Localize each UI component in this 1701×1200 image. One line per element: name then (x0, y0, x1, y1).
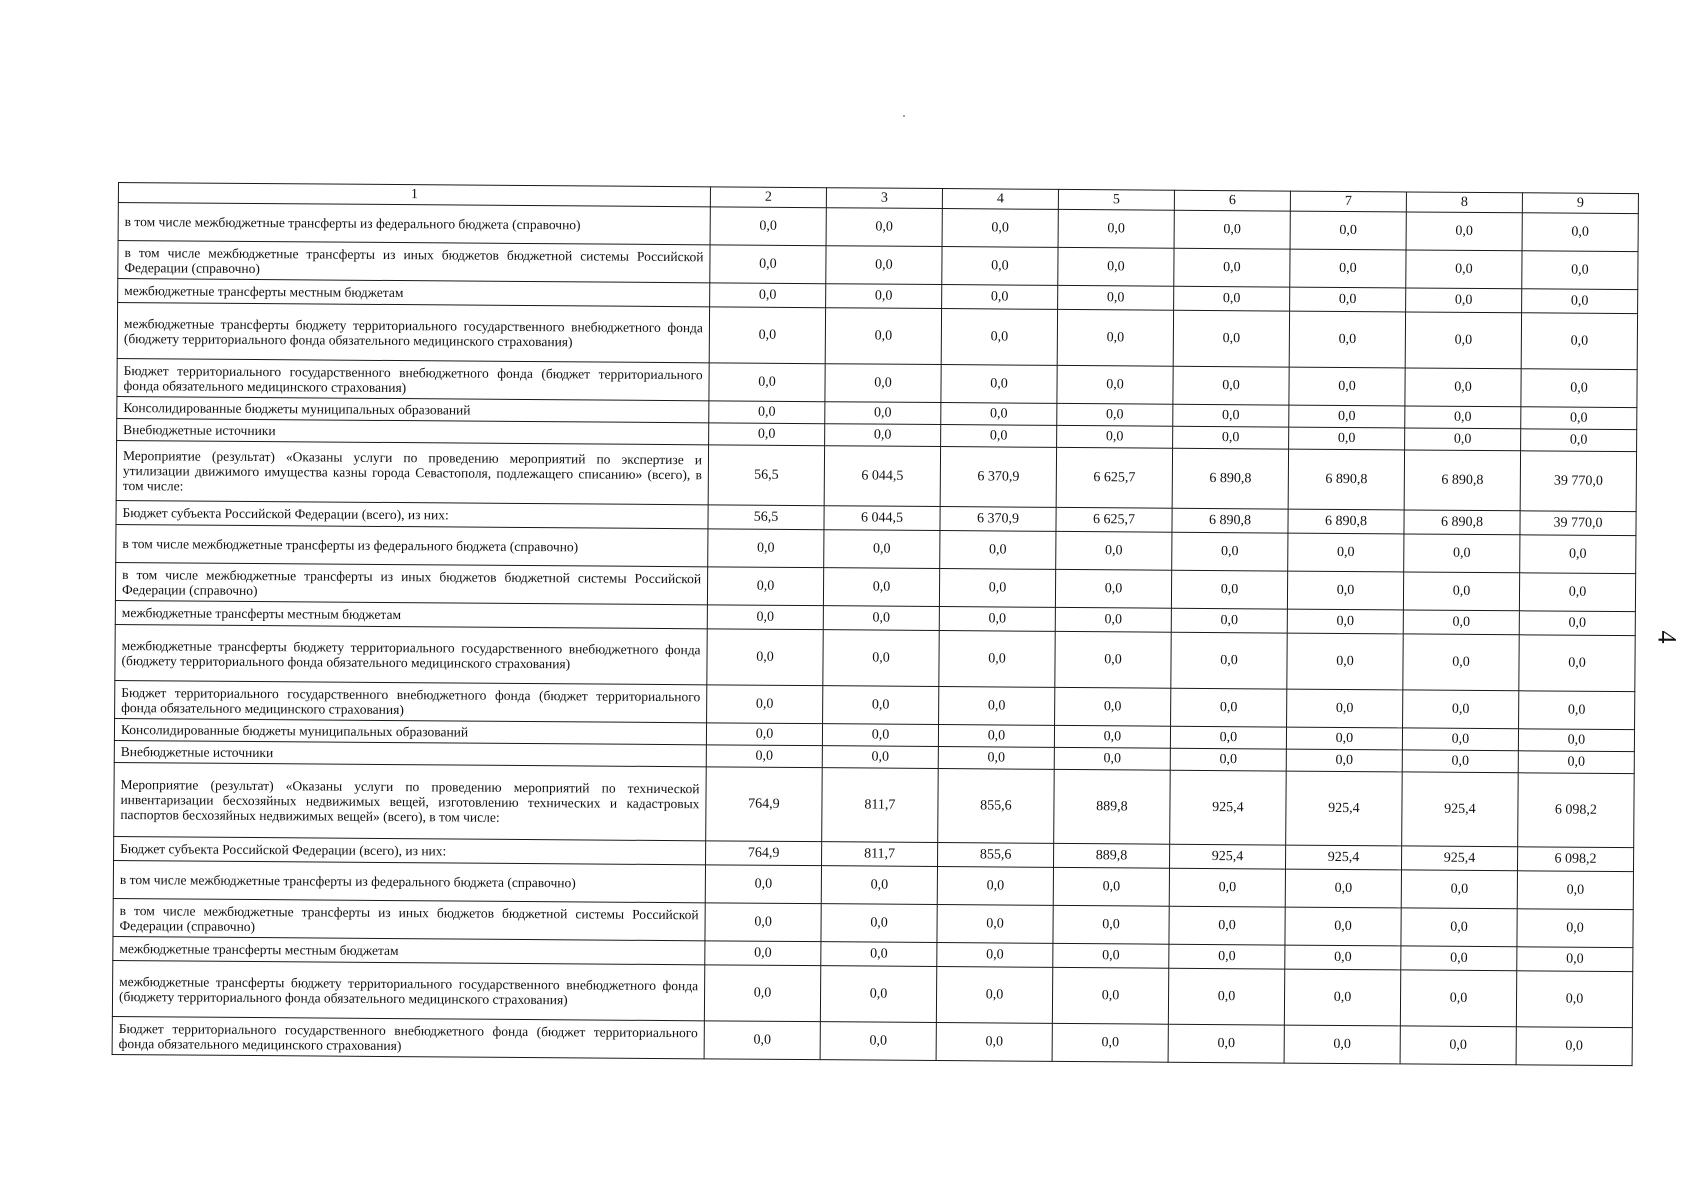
value-cell: 6 370,9 (940, 507, 1056, 532)
value-cell: 0,0 (826, 246, 942, 285)
value-cell: 0,0 (939, 607, 1055, 632)
value-cell: 925,4 (1401, 846, 1517, 871)
value-cell: 0,0 (942, 247, 1058, 286)
row-label: Бюджет территориального государственного внебюджетного фонда (бюджет территориального фонда обязательного медицинского страхования) (115, 680, 707, 722)
row-label: Консолидированные бюджеты муниципальных образований (114, 718, 706, 744)
value-cell: 925,4 (1169, 844, 1285, 869)
value-cell: 925,4 (1285, 845, 1401, 870)
value-cell: 0,0 (941, 309, 1057, 366)
value-cell: 0,0 (823, 568, 939, 607)
row-label: Внебюджетные источники (117, 418, 709, 444)
value-cell: 0,0 (709, 307, 825, 364)
value-cell: 0,0 (937, 943, 1053, 968)
row-label: Консолидированные бюджеты муниципальных образований (117, 396, 709, 422)
value-cell: 0,0 (1289, 311, 1405, 368)
value-cell: 0,0 (1522, 251, 1638, 290)
value-cell: 0,0 (1517, 909, 1633, 948)
value-cell: 0,0 (707, 567, 823, 606)
value-cell: 0,0 (1171, 632, 1287, 689)
value-cell: 925,4 (1170, 770, 1287, 845)
value-cell: 0,0 (825, 424, 941, 447)
value-cell: 0,0 (708, 529, 824, 568)
value-cell: 0,0 (1518, 729, 1634, 752)
value-cell: 0,0 (1052, 1023, 1168, 1062)
value-cell: 0,0 (1058, 247, 1174, 286)
value-cell: 0,0 (822, 724, 938, 747)
value-cell: 6 625,7 (1056, 507, 1172, 532)
value-cell: 0,0 (826, 284, 942, 309)
value-cell: 0,0 (1171, 688, 1287, 727)
value-cell: 0,0 (1290, 211, 1406, 250)
value-cell: 0,0 (1173, 310, 1289, 367)
value-cell: 0,0 (1517, 871, 1633, 910)
value-cell: 0,0 (1055, 687, 1171, 726)
value-cell: 6 625,7 (1056, 447, 1172, 508)
value-cell: 0,0 (1054, 747, 1170, 770)
value-cell: 0,0 (939, 631, 1055, 688)
row-label: в том числе межбюджетные трансферты из федерального бюджета (справочно) (113, 860, 705, 902)
value-cell: 0,0 (1057, 365, 1173, 404)
header-cell: 3 (826, 188, 942, 209)
value-cell: 0,0 (1170, 748, 1286, 771)
value-cell: 0,0 (1286, 749, 1402, 772)
row-label: в том числе межбюджетные трансферты из иных бюджетов бюджетной системы Российской Федерации (справочно) (118, 241, 710, 283)
value-cell: 0,0 (937, 905, 1053, 944)
value-cell: 0,0 (1052, 967, 1168, 1024)
value-cell: 0,0 (1289, 405, 1405, 428)
value-cell: 0,0 (1168, 968, 1284, 1025)
table-row (116, 440, 1636, 511)
value-cell: 0,0 (820, 966, 936, 1023)
value-cell: 0,0 (1285, 945, 1401, 970)
value-cell: 0,0 (1174, 286, 1290, 311)
value-cell: 0,0 (707, 685, 823, 724)
value-cell: 6 098,2 (1518, 773, 1635, 848)
value-cell: 0,0 (1169, 906, 1285, 945)
value-cell: 0,0 (1403, 690, 1519, 729)
value-cell: 6 890,8 (1288, 449, 1404, 510)
value-cell: 0,0 (1519, 635, 1635, 692)
row-label: межбюджетные трансферты местным бюджетам (115, 600, 707, 628)
value-cell: 6 890,8 (1172, 448, 1288, 509)
value-cell: 0,0 (942, 285, 1058, 310)
value-cell: 0,0 (938, 725, 1054, 748)
value-cell: 0,0 (1521, 369, 1637, 408)
value-cell: 0,0 (1516, 971, 1632, 1028)
value-cell: 855,6 (938, 769, 1055, 844)
value-cell: 0,0 (826, 208, 942, 247)
value-cell: 6 890,8 (1404, 510, 1520, 535)
value-cell: 0,0 (941, 365, 1057, 404)
value-cell: 0,0 (825, 402, 941, 425)
value-cell: 0,0 (1290, 287, 1406, 312)
value-cell: 0,0 (705, 941, 821, 966)
table-row (114, 762, 1635, 847)
value-cell: 0,0 (824, 530, 940, 569)
value-cell: 6 044,5 (824, 506, 940, 531)
header-cell: 4 (942, 189, 1058, 210)
value-cell: 0,0 (1401, 908, 1517, 947)
value-cell: 0,0 (1172, 532, 1288, 571)
value-cell: 0,0 (1289, 367, 1405, 406)
value-cell: 0,0 (704, 1021, 820, 1060)
value-cell: 0,0 (1169, 868, 1285, 907)
row-label: Бюджет субъекта Российской Федерации (всего), из них: (114, 836, 706, 864)
value-cell: 0,0 (1401, 870, 1517, 909)
value-cell: 0,0 (1053, 867, 1169, 906)
value-cell: 6 890,8 (1288, 509, 1404, 534)
value-cell: 39 770,0 (1520, 511, 1636, 536)
value-cell: 0,0 (1286, 727, 1402, 750)
value-cell: 0,0 (1517, 947, 1633, 972)
table-body (112, 183, 1638, 1066)
row-label: межбюджетные трансферты местным бюджетам (113, 936, 705, 964)
value-cell: 0,0 (1054, 725, 1170, 748)
row-label: межбюджетные трансферты бюджету территориального государственного внебюджетного фонда (бюджету территориального фонда обязательного медицинского страхования) (112, 960, 704, 1020)
value-cell: 0,0 (1287, 633, 1403, 690)
value-cell: 0,0 (707, 629, 823, 686)
header-cell: 5 (1058, 189, 1174, 210)
value-cell: 0,0 (707, 605, 823, 630)
value-cell: 0,0 (1406, 212, 1522, 251)
value-cell: 0,0 (1170, 726, 1286, 749)
row-label: Внебюджетные источники (114, 740, 706, 766)
value-cell: 0,0 (1521, 429, 1637, 452)
value-cell: 0,0 (1404, 534, 1520, 573)
value-cell: 0,0 (1174, 210, 1290, 249)
value-cell: 0,0 (1055, 631, 1171, 688)
value-cell: 0,0 (1057, 309, 1173, 366)
value-cell: 0,0 (706, 723, 822, 746)
header-cell: 7 (1290, 191, 1406, 212)
value-cell: 0,0 (1173, 426, 1289, 449)
value-cell: 0,0 (1284, 1025, 1400, 1064)
value-cell: 0,0 (822, 746, 938, 769)
value-cell: 0,0 (1171, 608, 1287, 633)
value-cell: 0,0 (1285, 869, 1401, 908)
value-cell: 925,4 (1286, 771, 1403, 846)
header-cell: 2 (710, 187, 826, 208)
value-cell: 0,0 (1518, 751, 1634, 774)
value-cell: 0,0 (1284, 969, 1400, 1026)
value-cell: 0,0 (942, 209, 1058, 248)
value-cell: 0,0 (938, 747, 1054, 770)
row-label: в том числе межбюджетные трансферты из федерального бюджета (справочно) (116, 524, 708, 566)
value-cell: 0,0 (936, 1023, 1052, 1062)
value-cell: 0,0 (1405, 312, 1521, 369)
value-cell: 0,0 (1056, 531, 1172, 570)
value-cell: 0,0 (1403, 610, 1519, 635)
row-label: межбюджетные трансферты бюджету территориального государственного внебюджетного фонда (бюджету территориального фонда обязательного медицинского страхования) (117, 303, 709, 363)
value-cell: 0,0 (941, 403, 1057, 426)
value-cell: 0,0 (1168, 1024, 1284, 1063)
value-cell: 0,0 (940, 531, 1056, 570)
value-cell: 764,9 (706, 767, 823, 842)
value-cell: 0,0 (1053, 905, 1169, 944)
row-label: межбюджетные трансферты местным бюджетам (118, 279, 710, 307)
value-cell: 0,0 (936, 967, 1052, 1024)
budget-table-container (112, 182, 1638, 1066)
value-cell: 0,0 (1287, 571, 1403, 610)
value-cell: 0,0 (1290, 249, 1406, 288)
value-cell: 0,0 (1287, 609, 1403, 634)
row-label: межбюджетные трансферты бюджету территориального государственного внебюджетного фонда (бюджету территориального фонда обязательного медицинского страхования) (115, 624, 707, 684)
value-cell: 0,0 (1406, 250, 1522, 289)
value-cell: 811,7 (822, 842, 938, 867)
row-label: Бюджет субъекта Российской Федерации (всего), из них: (116, 500, 708, 528)
page-number: 4 (1652, 630, 1682, 644)
value-cell: 0,0 (1519, 691, 1635, 730)
value-cell: 855,6 (938, 843, 1054, 868)
value-cell: 0,0 (820, 1022, 936, 1061)
value-cell: 0,0 (939, 687, 1055, 726)
value-cell: 0,0 (1173, 366, 1289, 405)
value-cell: 56,5 (708, 445, 824, 506)
value-cell: 6 890,8 (1404, 450, 1520, 511)
value-cell: 0,0 (821, 866, 937, 905)
row-label: в том числе межбюджетные трансферты из иных бюджетов бюджетной системы Российской Федерации (справочно) (115, 562, 707, 604)
header-cell: 8 (1406, 192, 1522, 213)
value-cell: 39 770,0 (1520, 451, 1636, 512)
value-cell: 0,0 (1057, 403, 1173, 426)
value-cell: 889,8 (1054, 843, 1170, 868)
header-cell: 6 (1174, 190, 1290, 211)
value-cell: 764,9 (706, 841, 822, 866)
value-cell: 0,0 (821, 942, 937, 967)
value-cell: 0,0 (704, 965, 820, 1022)
value-cell: 56,5 (708, 505, 824, 530)
value-cell: 0,0 (709, 423, 825, 446)
value-cell: 0,0 (1401, 946, 1517, 971)
row-label: Бюджет территориального государственного внебюджетного фонда (бюджет территориального фонда обязательного медицинского страхования) (117, 358, 709, 400)
value-cell: 0,0 (706, 745, 822, 768)
value-cell: 0,0 (1403, 572, 1519, 611)
value-cell: 0,0 (1522, 213, 1638, 252)
header-cell: 1 (118, 183, 710, 207)
value-cell: 0,0 (1171, 570, 1287, 609)
value-cell: 0,0 (1400, 1026, 1516, 1065)
value-cell: 0,0 (823, 606, 939, 631)
value-cell: 6 890,8 (1172, 508, 1288, 533)
value-cell: 0,0 (941, 425, 1057, 448)
row-label: Мероприятие (результат) «Оказаны услуги по проведению мероприятий по экспертизе и утилизации движимого имущества казны города Севастополя, подлежащего списанию» (всего), в том числе: (116, 440, 708, 504)
value-cell: 0,0 (1402, 750, 1518, 773)
value-cell: 0,0 (1287, 689, 1403, 728)
value-cell: 0,0 (1055, 569, 1171, 608)
value-cell: 0,0 (1289, 427, 1405, 450)
value-cell: 0,0 (1403, 634, 1519, 691)
value-cell: 0,0 (1516, 1027, 1632, 1066)
value-cell: 0,0 (1285, 907, 1401, 946)
value-cell: 0,0 (1522, 289, 1638, 314)
value-cell: 0,0 (705, 903, 821, 942)
value-cell: 0,0 (937, 867, 1053, 906)
row-label: Мероприятие (результат) «Оказаны услуги по проведению мероприятий по технической инвентаризации бесхозяйных недвижимых вещей, изготовлению технических и кадастровых паспортов бесхозяйных недвижимых вещей» (всего), в том числе: (114, 762, 707, 840)
row-label: Бюджет территориального государственного внебюджетного фонда (бюджет территориального фонда обязательного медицинского страхования) (112, 1016, 704, 1058)
value-cell: 6 098,2 (1517, 847, 1633, 872)
value-cell: 0,0 (1174, 248, 1290, 287)
value-cell: 0,0 (1169, 944, 1285, 969)
value-cell: 0,0 (710, 283, 826, 308)
row-label: в том числе межбюджетные трансферты из иных бюджетов бюджетной системы Российской Федерации (справочно) (113, 898, 705, 940)
value-cell: 0,0 (709, 363, 825, 402)
value-cell: 0,0 (825, 308, 941, 365)
value-cell: 811,7 (822, 768, 939, 843)
value-cell: 0,0 (1520, 535, 1636, 574)
budget-table (112, 182, 1639, 1066)
value-cell: 0,0 (1405, 406, 1521, 429)
value-cell: 0,0 (1053, 943, 1169, 968)
value-cell: 0,0 (1406, 288, 1522, 313)
value-cell: 0,0 (1521, 313, 1637, 370)
value-cell: 0,0 (1405, 428, 1521, 451)
value-cell: 0,0 (1057, 425, 1173, 448)
value-cell: 0,0 (823, 630, 939, 687)
value-cell: 0,0 (939, 569, 1055, 608)
value-cell: 0,0 (710, 245, 826, 284)
value-cell: 0,0 (1405, 368, 1521, 407)
value-cell: 0,0 (1521, 407, 1637, 430)
value-cell: 0,0 (1058, 285, 1174, 310)
value-cell: 6 370,9 (940, 447, 1056, 508)
value-cell: 6 044,5 (824, 446, 940, 507)
value-cell: 0,0 (1058, 209, 1174, 248)
value-cell: 0,0 (1400, 970, 1516, 1027)
value-cell: 0,0 (705, 865, 821, 904)
value-cell: 0,0 (1519, 573, 1635, 612)
value-cell: 0,0 (1173, 404, 1289, 427)
scan-speck (903, 115, 905, 117)
value-cell: 0,0 (1519, 611, 1635, 636)
value-cell: 0,0 (709, 401, 825, 424)
value-cell: 0,0 (1055, 607, 1171, 632)
value-cell: 925,4 (1402, 772, 1519, 847)
value-cell: 0,0 (710, 207, 826, 246)
value-cell: 0,0 (1288, 533, 1404, 572)
value-cell: 889,8 (1054, 769, 1171, 844)
row-label: в том числе межбюджетные трансферты из федерального бюджета (справочно) (118, 203, 710, 245)
value-cell: 0,0 (821, 904, 937, 943)
header-cell: 9 (1522, 193, 1638, 214)
value-cell: 0,0 (823, 686, 939, 725)
value-cell: 0,0 (825, 364, 941, 403)
value-cell: 0,0 (1402, 728, 1518, 751)
